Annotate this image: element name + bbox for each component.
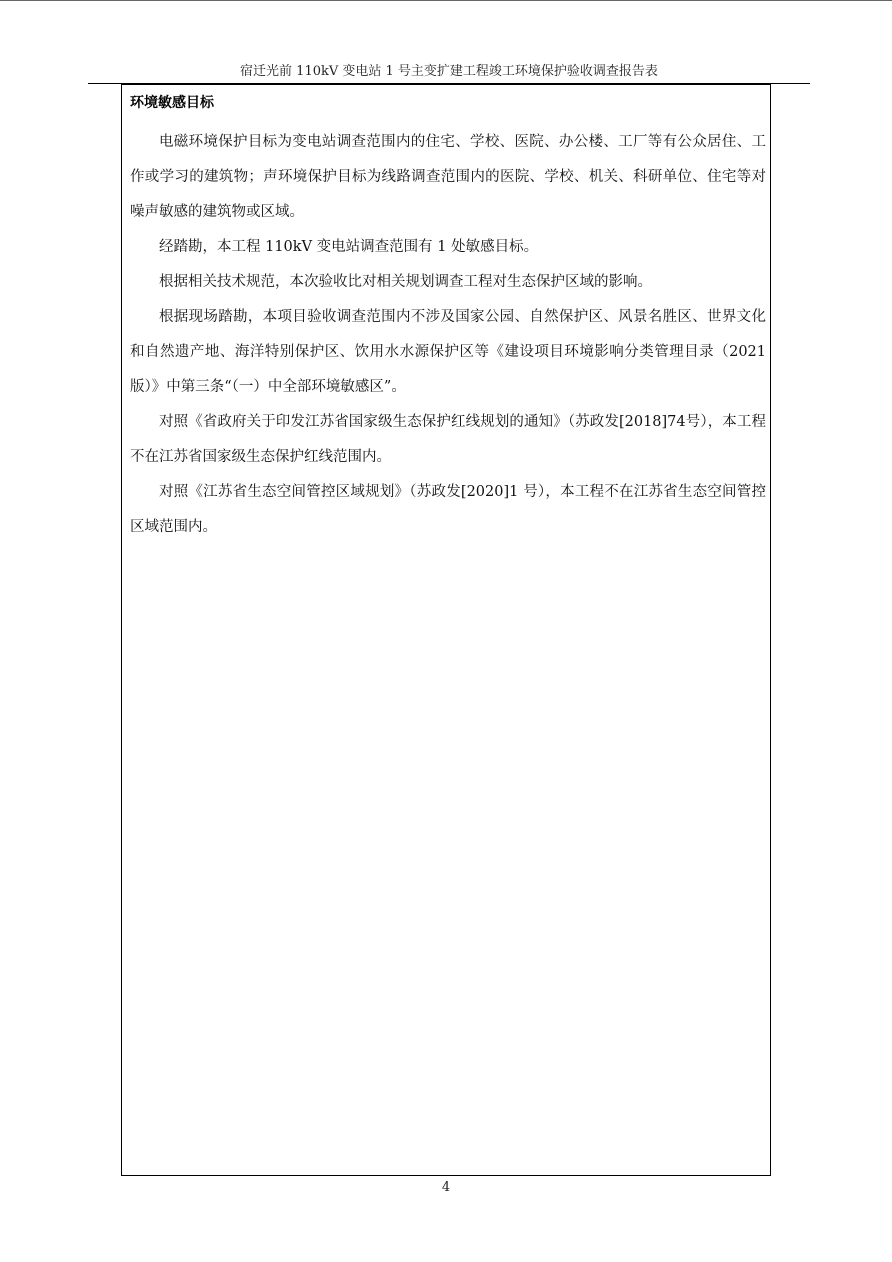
paragraph-ecological-space-control: 对照《江苏省生态空间管控区域规划》（苏政发[2020]1 号），本工程不在江苏省生态空间管控区域范围内。 [130,484,766,535]
paragraph-technical-spec: 根据相关技术规范，本次验收比对相关规划调查工程对生态保护区域的影响。 [159,274,652,290]
section-title: 环境敏感目标 [130,95,214,111]
section-body [130,125,766,545]
paragraph-ecological-redline: 对照《省政府关于印发江苏省国家级生态保护红线规划的通知》（苏政发[2018]74号），本工程不在江苏省国家级生态保护红线范围内。 [130,414,766,465]
page-number: 4 [441,1180,451,1195]
content-table-cell [121,84,771,1176]
page-top-border [0,0,892,1]
paragraph-survey-result: 经踏勘，本工程 110kV 变电站调查范围有 1 处敏感目标。 [159,239,539,255]
paragraph-sensitive-areas: 根据现场踏勘，本项目验收调查范围内不涉及国家公园、自然保护区、风景名胜区、世界文化和自然遗产地、海洋特别保护区、饮用水水源保护区等《建设项目环境影响分类管理目录（2021版）》中第三条“（一）中全部环境敏感区”。 [130,309,766,395]
report-header-title: 宿迁光前 110kV 变电站 1 号主变扩建工程竣工环境保护验收调查报告表 [240,64,658,79]
paragraph-protection-targets: 电磁环境保护目标为变电站调查范围内的住宅、学校、医院、办公楼、工厂等有公众居住、工作或学习的建筑物；声环境保护目标为线路调查范围内的医院、学校、机关、科研单位、住宅等对噪声敏感的建筑物或区域。 [130,134,766,220]
